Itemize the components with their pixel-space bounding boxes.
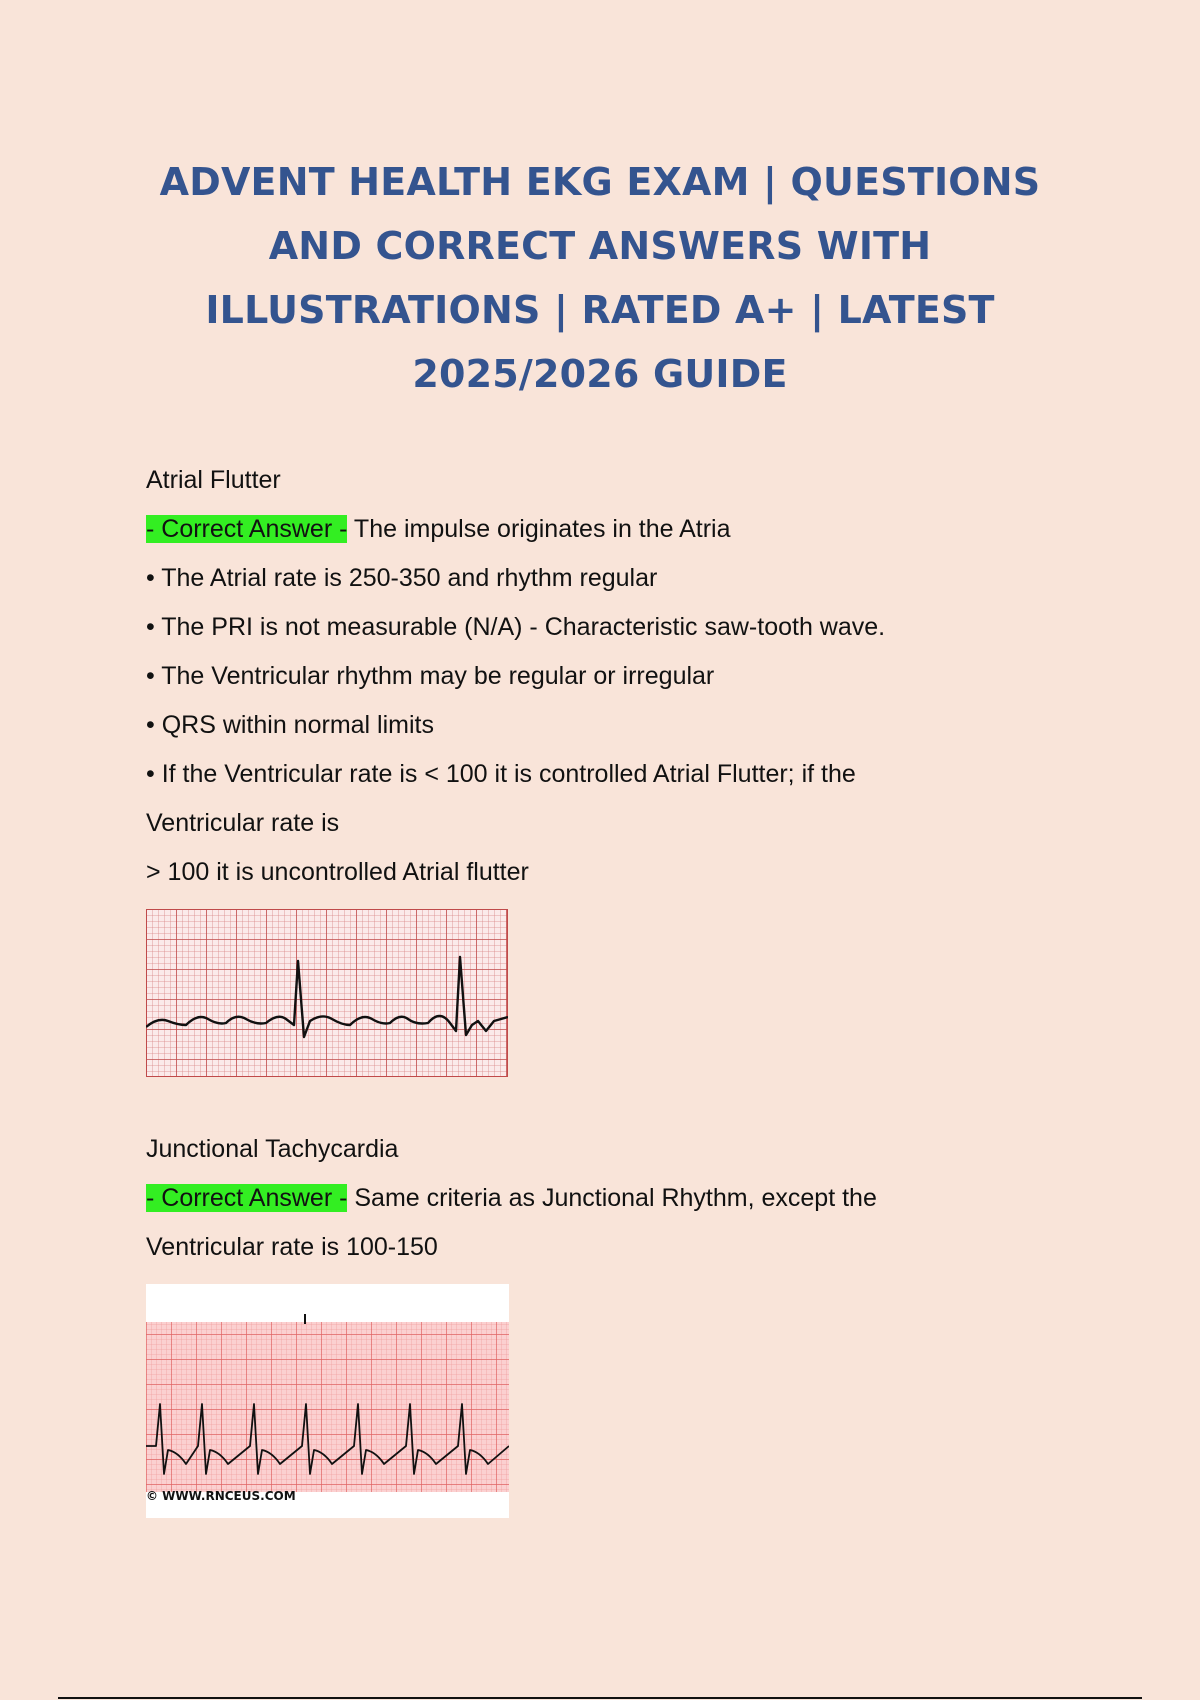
answer-line (146, 1174, 1066, 1223)
qa-section-junctional-tachycardia (146, 1125, 1066, 1518)
answer-line (146, 505, 1066, 554)
answer-continuation: > 100 it is uncontrolled Atrial flutter (146, 858, 529, 886)
answer-bullet: • The Ventricular rhythm may be regular or irregular (146, 662, 715, 690)
answer-continuation: Ventricular rate is (146, 809, 340, 837)
document-title (150, 150, 1050, 406)
question-text: Junctional Tachycardia (146, 1135, 399, 1163)
answer-bullet: • If the Ventricular rate is < 100 it is controlled Atrial Flutter; if the (146, 760, 856, 788)
qa-section-atrial-flutter (146, 456, 1066, 1077)
answer-bullet: • QRS within normal limits (146, 711, 434, 739)
answer-bullet: • The PRI is not measurable (N/A) - Characteristic saw-tooth wave. (146, 613, 886, 641)
answer-text: The impulse originates in the Atria (347, 515, 731, 543)
correct-answer-label: - Correct Answer - (146, 1184, 348, 1212)
correct-answer-label: - Correct Answer - (146, 515, 348, 543)
title-line: ILLUSTRATIONS | RATED A+ | LATEST (205, 288, 995, 332)
ekg-junctional-tachycardia-strip (146, 1284, 509, 1518)
answer-continuation: Ventricular rate is 100-150 (146, 1233, 438, 1261)
title-line: ADVENT HEALTH EKG EXAM | QUESTIONS (159, 160, 1041, 204)
answer-bullet: • The Atrial rate is 250-350 and rhythm regular (146, 564, 658, 592)
page-bottom-rule (58, 1697, 1142, 1699)
strip-watermark: © WWW.RNCEUS.COM (146, 1489, 296, 1503)
question-text: Atrial Flutter (146, 466, 281, 494)
title-line: AND CORRECT ANSWERS WITH (268, 224, 932, 268)
ekg-atrial-flutter-strip (146, 909, 508, 1077)
answer-text: Same criteria as Junctional Rhythm, except the (347, 1184, 877, 1212)
title-line: 2025/2026 GUIDE (412, 352, 788, 396)
